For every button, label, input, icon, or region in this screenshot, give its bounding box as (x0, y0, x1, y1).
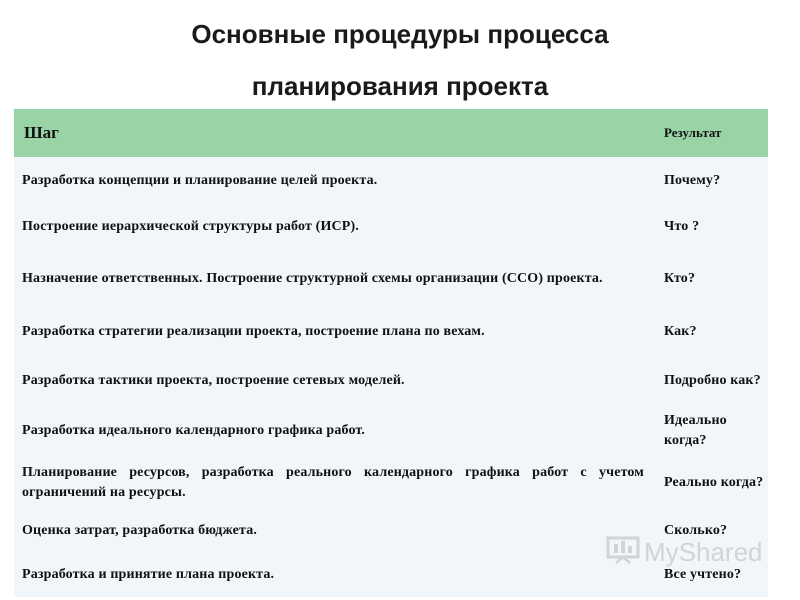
header-step: Шаг (24, 123, 59, 142)
step-cell: Разработка и принятие плана проекта. (22, 567, 275, 582)
step-cell: Разработка концепции и планирование целей проекта. (22, 172, 378, 188)
result-cell: Почему? (664, 172, 721, 188)
step-cell: Разработка идеального календарного графика работ. (22, 423, 366, 438)
procedures-table (14, 109, 768, 597)
result-cell: Что ? (664, 219, 700, 234)
header-result: Результат (664, 125, 722, 140)
table-row (14, 204, 768, 250)
table-row (14, 406, 768, 456)
table-row (14, 356, 768, 406)
table-row (14, 250, 768, 307)
step-cell: Оценка затрат, разработка бюджета. (22, 523, 258, 538)
result-cell: Реально когда? (664, 474, 764, 490)
result-cell: Сколько? (664, 523, 728, 538)
step-cell: Разработка тактики проекта, построение сетевых моделей. (22, 373, 405, 388)
step-cell: Планирование ресурсов, разработка реального календарного графика работ с учетом ограничений на ресурсы. (22, 464, 644, 500)
slide-title-line-2: планирования проекта (251, 71, 549, 101)
step-cell: Разработка стратегии реализации проекта, построение плана по вехам. (22, 323, 485, 339)
step-cell: Назначение ответственных. Построение структурной схемы организации (ССО) проекта. (22, 270, 603, 286)
result-cell: Как? (664, 323, 697, 339)
result-cell: Все учтено? (664, 567, 742, 582)
result-cell: Подробно как? (664, 373, 761, 388)
watermark-text: MyShared (644, 537, 763, 567)
table-row (14, 307, 768, 356)
step-cell: Построение иерархической структуры работ (ИСР). (22, 219, 359, 234)
table-row (14, 456, 768, 509)
result-cell: Кто? (664, 270, 696, 286)
table-row (14, 509, 768, 553)
slide-title-line-1: Основные процедуры процесса (191, 19, 609, 49)
table-row (14, 553, 768, 597)
result-cell: Идеально когда? (664, 413, 727, 448)
table-header-row (14, 109, 768, 157)
table-row (14, 157, 768, 204)
